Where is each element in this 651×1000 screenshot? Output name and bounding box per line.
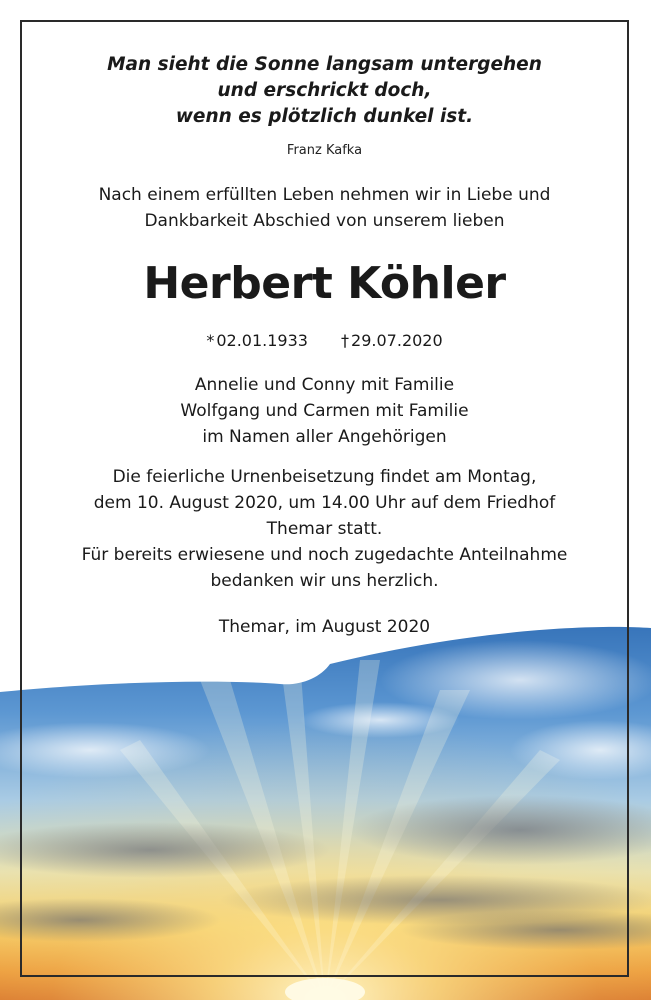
death-date (341, 330, 443, 352)
info-line: Für bereits erwiesene und noch zugedachte Anteilnahme (81, 545, 568, 565)
mourner-line: Annelie und Conny mit Familie (194, 375, 455, 395)
sunset-sky-image (0, 600, 651, 1000)
info-line: bedanken wir uns herzlich. (210, 571, 439, 591)
intro-line: Nach einem erfüllten Leben nehmen wir in Liebe und (98, 185, 551, 205)
kafka-quote (22, 52, 627, 130)
info-line: dem 10. August 2020, um 14.00 Uhr auf dem Friedhof (93, 493, 556, 513)
obituary-notice (22, 22, 627, 640)
birth-star-icon: * (206, 331, 215, 350)
life-dates (22, 330, 627, 352)
mourner-line: Wolfgang und Carmen mit Familie (180, 401, 469, 421)
mourner-line: im Namen aller Angehörigen (202, 427, 447, 447)
quote-author: Franz Kafka (286, 143, 363, 158)
quote-line: Man sieht die Sonne langsam untergehen (107, 54, 542, 75)
intro-text (22, 182, 627, 234)
deceased-name: Herbert Köhler (143, 258, 506, 309)
birth-date-value: 02.01.1933 (216, 331, 308, 350)
death-cross-icon: † (341, 331, 350, 350)
mourners-list (22, 372, 627, 450)
funeral-info (22, 464, 627, 594)
info-line: Themar statt. (266, 519, 383, 539)
info-line: Die feierliche Urnenbeisetzung findet am Montag, (112, 467, 537, 487)
death-date-value: 29.07.2020 (351, 331, 443, 350)
birth-date (206, 330, 308, 352)
intro-line: Dankbarkeit Abschied von unserem lieben (144, 211, 505, 231)
quote-line: wenn es plötzlich dunkel ist. (175, 106, 474, 127)
place-and-date: Themar, im August 2020 (218, 617, 431, 637)
quote-line: und erschrickt doch, (217, 80, 432, 101)
